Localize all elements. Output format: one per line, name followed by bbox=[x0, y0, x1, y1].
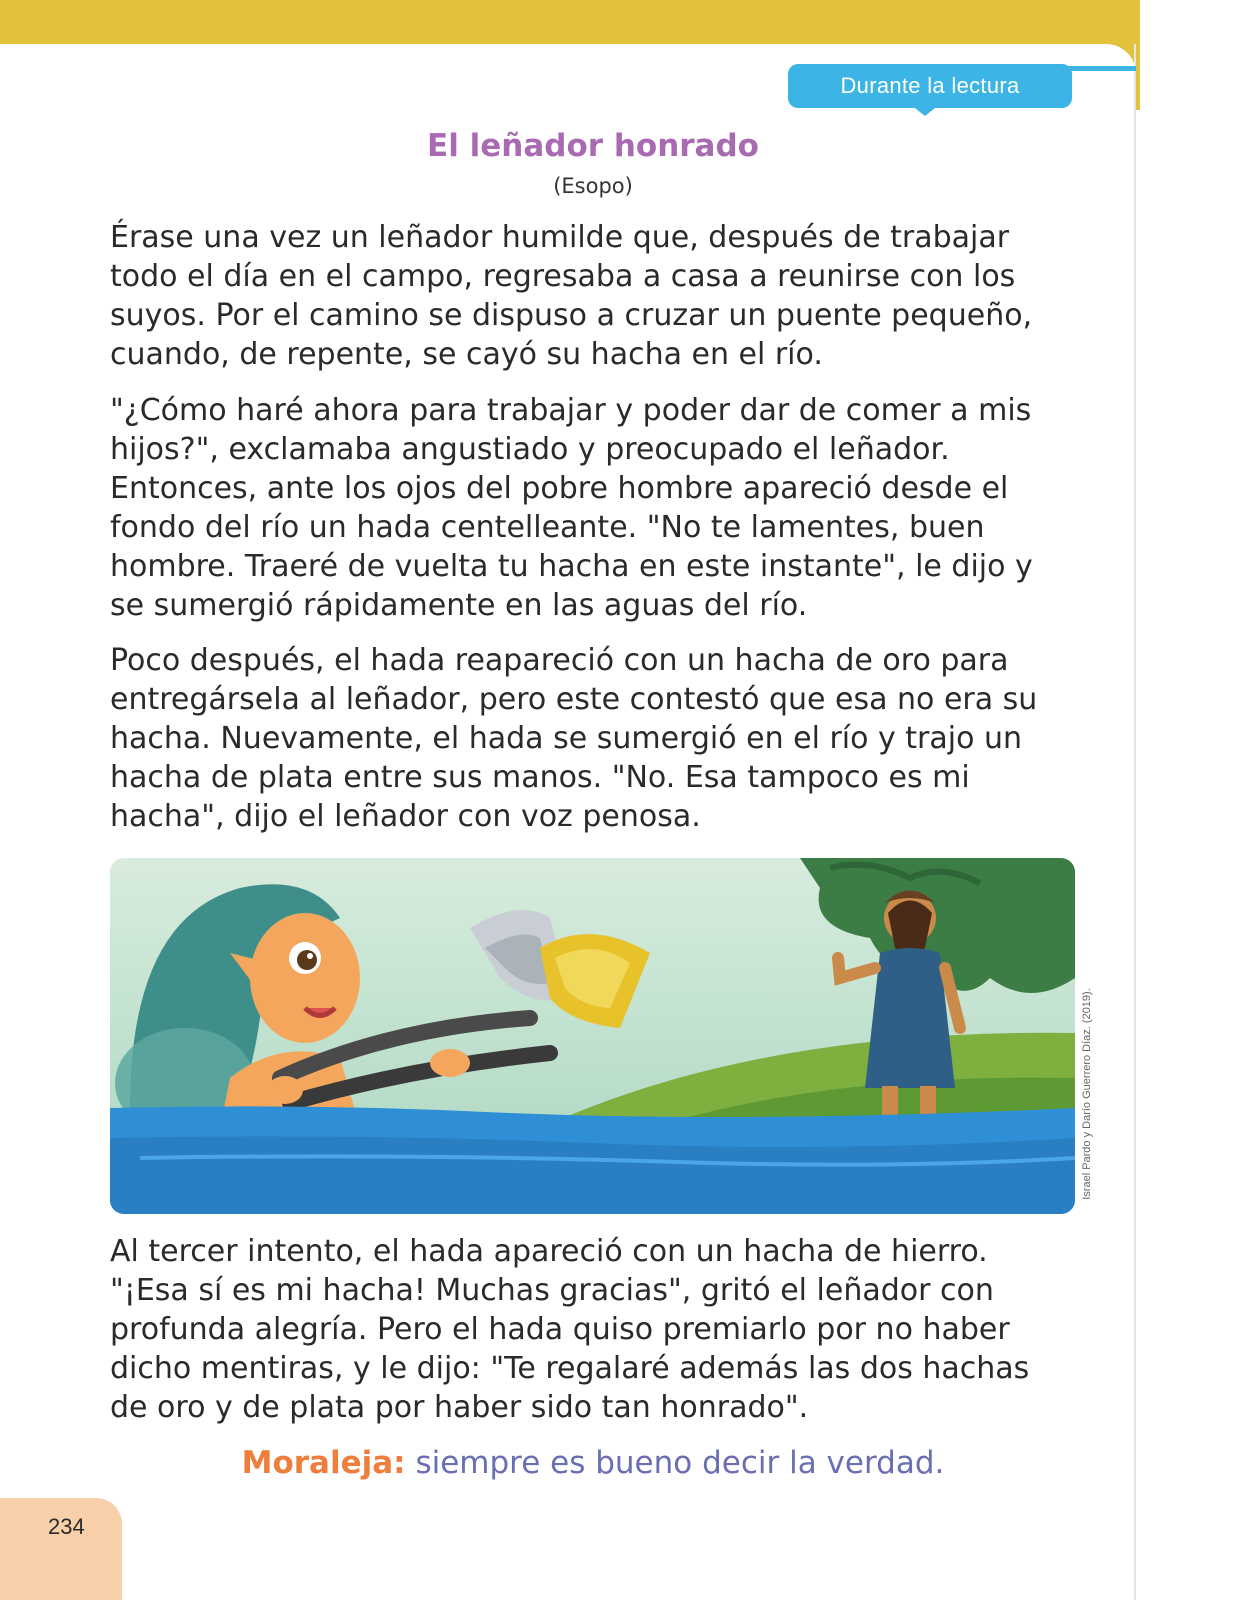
story-author: (Esopo) bbox=[553, 174, 633, 198]
page-edge bbox=[1134, 44, 1136, 1600]
fairy-and-woodcutter-illustration bbox=[110, 858, 1075, 1214]
woodcutter-beard bbox=[888, 901, 932, 954]
story-paragraph-1: Érase una vez un leñador humilde que, después de trabajar todo el día en el campo, regresaba a casa a reunirse con los suyos. Por el camino se dispuso a cruzar un puente pequeño, cuando, de repente, se cayó su hacha en el río. bbox=[110, 220, 1033, 372]
story-paragraph-2: "¿Cómo haré ahora para trabajar y poder dar de comer a mis hijos?", exclamaba angustiado y preocupado el leñador. Entonces, ante los ojos del pobre hombre apareció desde el fondo del río un hada centelleante. "No te lamentes, buen hombre. Traeré de vuelta tu hacha en este instante", le dijo y se sumergió rápidamente en las aguas del río. bbox=[110, 393, 1033, 623]
story-paragraph-4: Al tercer intento, el hada apareció con un hacha de hierro. "¡Esa sí es mi hacha! Muchas gracias", gritó el leñador con profunda alegría. Pero el hada quiso premiarlo por no haber dicho mentiras, y le dijo: "Te regalaré además las dos hachas de oro y de plata por haber sido tan honrado". bbox=[110, 1234, 1030, 1425]
story-illustration bbox=[110, 858, 1075, 1214]
fairy-face bbox=[250, 913, 360, 1043]
section-tab: Durante la lectura bbox=[788, 64, 1072, 108]
page-number: 234 bbox=[48, 1514, 85, 1539]
moral bbox=[0, 1445, 1186, 1481]
story-title: El leñador honrado bbox=[427, 128, 759, 164]
moral-label: Moraleja: bbox=[241, 1445, 406, 1481]
moral-text: siempre es bueno decir la verdad. bbox=[415, 1445, 945, 1481]
story-paragraph-3: Poco después, el hada reapareció con un hacha de oro para entregársela al leñador, pero este contestó que esa no era su hacha. Nuevamente, el hada se sumergió en el río y trajo un hacha de plata entre sus manos. "No. Esa tampoco es mi hacha", dijo el leñador con voz penosa. bbox=[110, 643, 1038, 834]
illustration-credit: Israel Pardo y Darío Guerrero Díaz. (2019). bbox=[1081, 988, 1093, 1200]
